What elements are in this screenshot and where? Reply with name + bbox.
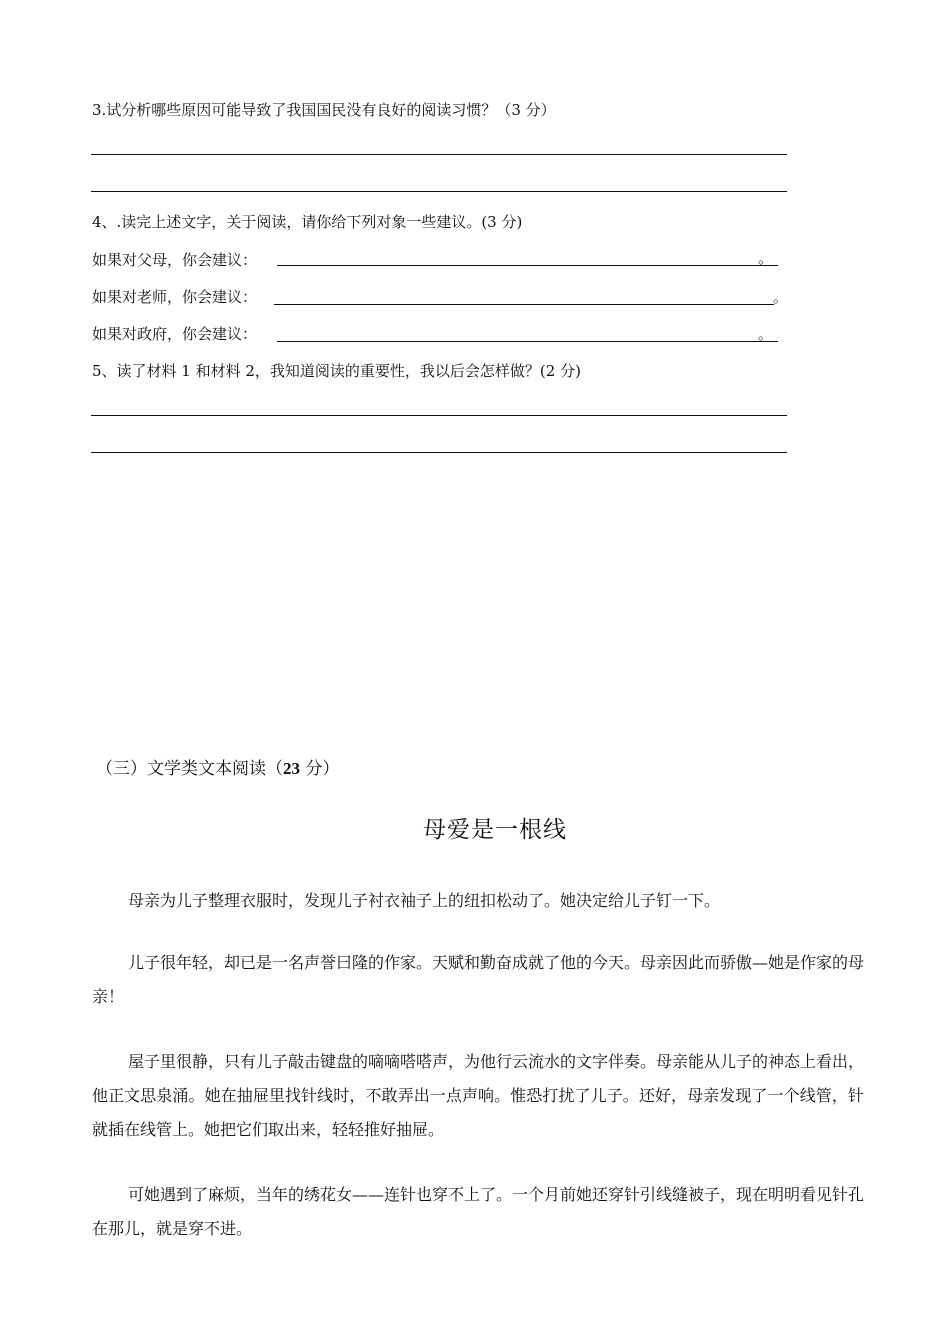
question-5: 5、读了材料 1 和材料 2，我知道阅读的重要性，我以后会怎样做？(2 分)	[92, 362, 581, 380]
q4-teachers-blank[interactable]	[274, 304, 774, 305]
q4-parents-label: 如果对父母，你会建议：	[92, 251, 258, 269]
answer-line-q3-1[interactable]	[91, 154, 787, 155]
section-heading	[96, 758, 339, 780]
question-3: 3.试分析哪些原因可能导致了我国国民没有良好的阅读习惯？（3 分）	[92, 101, 556, 119]
section-score: 23	[283, 759, 300, 778]
answer-line-q5-1[interactable]	[91, 415, 787, 416]
q4-government-blank[interactable]	[277, 341, 778, 342]
article-title: 母爱是一根线	[423, 817, 567, 843]
section-heading-prefix: （三）文学类文本阅读（	[96, 759, 283, 779]
answer-line-q5-2[interactable]	[91, 452, 787, 453]
article-paragraph: 屋子里很静，只有儿子敲击键盘的嘀嘀嗒嗒声，为他行云流水的文字伴奏。母亲能从儿子的神态上看出，他正文思泉涌。她在抽屉里找针线时，不敢弄出一点声响。惟恐打扰了儿子。还好，母亲发现了一个线管，针就插在线管上。她把它们取出来，轻轻推好抽屉。	[92, 1052, 865, 1139]
question-4: 4、.读完上述文字，关于阅读，请你给下列对象一些建议。(3 分)	[92, 213, 523, 231]
answer-line-q3-2[interactable]	[91, 191, 787, 192]
article-paragraph: 可她遇到了麻烦，当年的绣花女——连针也穿不上了。一个月前她还穿针引线缝被子，现在明明看见针孔在那儿，就是穿不进。	[92, 1185, 865, 1238]
q4-government-label: 如果对政府，你会建议：	[92, 325, 258, 343]
q4-parents-period: 。	[758, 249, 774, 267]
q4-teachers-period: 。	[773, 288, 789, 306]
q4-parents-blank[interactable]	[277, 265, 778, 266]
q4-government-period: 。	[758, 325, 774, 343]
section-heading-suffix: 分）	[300, 759, 340, 779]
article-paragraph: 儿子很年轻，却已是一名声誉曰隆的作家。天赋和勤奋成就了他的今天。母亲因此而骄傲—她是作家的母亲！	[92, 953, 865, 1006]
q4-teachers-label: 如果对老师，你会建议：	[92, 288, 258, 306]
article-paragraph: 母亲为儿子整理衣服时，发现儿子衬衣袖子上的纽扣松动了。她决定给儿子钉一下。	[128, 891, 721, 910]
